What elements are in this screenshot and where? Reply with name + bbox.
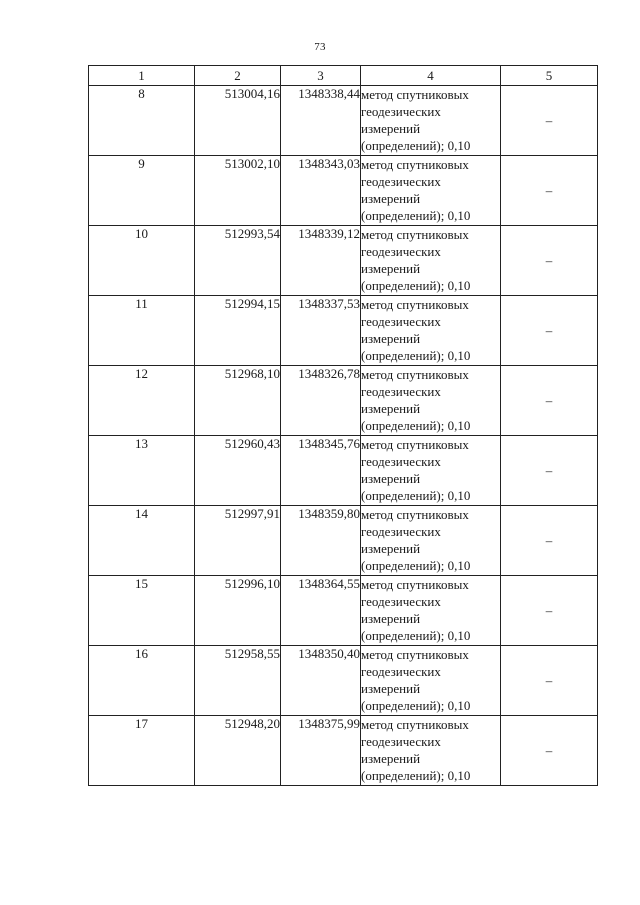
y-coordinate-cell: 1348343,03	[281, 156, 361, 226]
point-number-cell: 12	[89, 366, 195, 436]
method-cell: метод спутниковых геодезических измерений (определений); 0,10	[361, 296, 501, 366]
note-cell: –	[501, 296, 598, 366]
page-number: 73	[314, 41, 326, 53]
point-number-cell: 10	[89, 226, 195, 296]
method-cell: метод спутниковых геодезических измерений (определений); 0,10	[361, 646, 501, 716]
note-cell: –	[501, 436, 598, 506]
x-coordinate-cell: 512958,55	[195, 646, 281, 716]
x-coordinate-cell: 512996,10	[195, 576, 281, 646]
table-row	[89, 506, 598, 576]
note-cell: –	[501, 576, 598, 646]
table-row	[89, 296, 598, 366]
method-cell: метод спутниковых геодезических измерений (определений); 0,10	[361, 716, 501, 786]
note-cell: –	[501, 506, 598, 576]
column-header-2: 2	[195, 66, 281, 86]
table-row	[89, 156, 598, 226]
method-cell: метод спутниковых геодезических измерений (определений); 0,10	[361, 366, 501, 436]
table-row	[89, 436, 598, 506]
note-cell: –	[501, 226, 598, 296]
table-row	[89, 576, 598, 646]
x-coordinate-cell: 512994,15	[195, 296, 281, 366]
x-coordinate-cell: 512948,20	[195, 716, 281, 786]
point-number-cell: 11	[89, 296, 195, 366]
point-number-cell: 17	[89, 716, 195, 786]
point-number-cell: 9	[89, 156, 195, 226]
method-cell: метод спутниковых геодезических измерений (определений); 0,10	[361, 226, 501, 296]
y-coordinate-cell: 1348339,12	[281, 226, 361, 296]
table-row	[89, 646, 598, 716]
method-cell: метод спутниковых геодезических измерений (определений); 0,10	[361, 436, 501, 506]
table-body	[89, 86, 598, 786]
x-coordinate-cell: 512968,10	[195, 366, 281, 436]
column-header-1: 1	[89, 66, 195, 86]
point-number-cell: 16	[89, 646, 195, 716]
y-coordinate-cell: 1348375,99	[281, 716, 361, 786]
point-number-cell: 15	[89, 576, 195, 646]
method-cell: метод спутниковых геодезических измерений (определений); 0,10	[361, 576, 501, 646]
y-coordinate-cell: 1348345,76	[281, 436, 361, 506]
note-cell: –	[501, 86, 598, 156]
y-coordinate-cell: 1348338,44	[281, 86, 361, 156]
table-row	[89, 226, 598, 296]
x-coordinate-cell: 513002,10	[195, 156, 281, 226]
point-number-cell: 13	[89, 436, 195, 506]
x-coordinate-cell: 512993,54	[195, 226, 281, 296]
x-coordinate-cell: 512997,91	[195, 506, 281, 576]
note-cell: –	[501, 716, 598, 786]
y-coordinate-cell: 1348326,78	[281, 366, 361, 436]
method-cell: метод спутниковых геодезических измерений (определений); 0,10	[361, 506, 501, 576]
method-cell: метод спутниковых геодезических измерений (определений); 0,10	[361, 86, 501, 156]
x-coordinate-cell: 512960,43	[195, 436, 281, 506]
y-coordinate-cell: 1348359,80	[281, 506, 361, 576]
table-row	[89, 86, 598, 156]
y-coordinate-cell: 1348364,55	[281, 576, 361, 646]
point-number-cell: 14	[89, 506, 195, 576]
point-number-cell: 8	[89, 86, 195, 156]
method-cell: метод спутниковых геодезических измерений (определений); 0,10	[361, 156, 501, 226]
column-header-3: 3	[281, 66, 361, 86]
table-row	[89, 366, 598, 436]
note-cell: –	[501, 366, 598, 436]
note-cell: –	[501, 156, 598, 226]
coordinates-table	[88, 65, 598, 786]
column-header-5: 5	[501, 66, 598, 86]
table-row	[89, 716, 598, 786]
note-cell: –	[501, 646, 598, 716]
y-coordinate-cell: 1348337,53	[281, 296, 361, 366]
x-coordinate-cell: 513004,16	[195, 86, 281, 156]
y-coordinate-cell: 1348350,40	[281, 646, 361, 716]
column-header-4: 4	[361, 66, 501, 86]
table-header-row	[89, 66, 598, 86]
